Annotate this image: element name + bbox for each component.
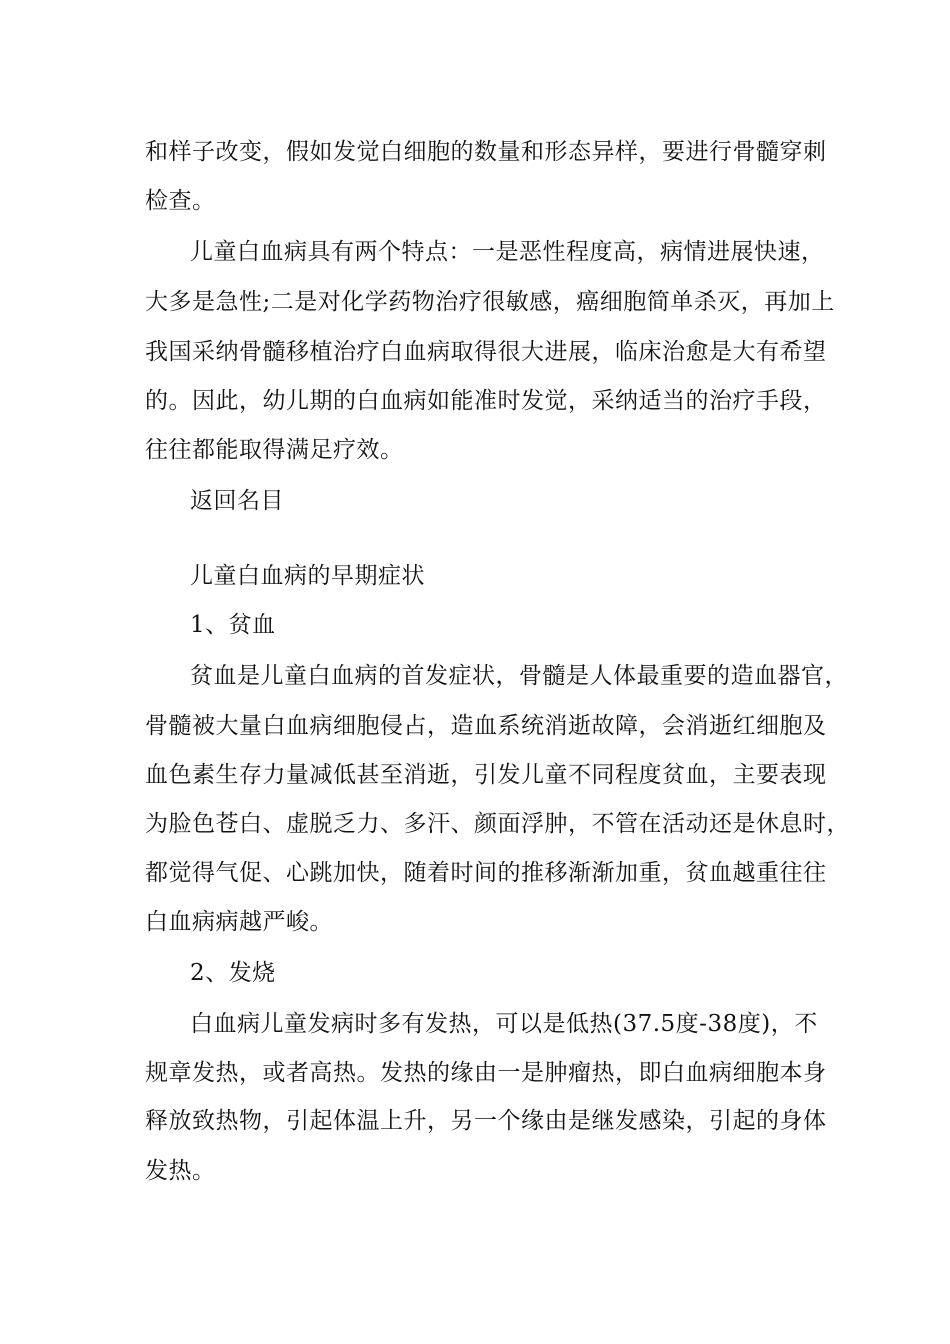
paragraph-4-line-4: 发热。	[145, 1158, 216, 1184]
paragraph-2-line-3: 我国采纳骨髓移植治疗白血病取得很大进展，临床治愈是大有希望	[145, 339, 827, 365]
paragraph-3-line-6: 白血病病越严峻。	[145, 909, 333, 935]
item-2-heading: 2、发烧	[190, 960, 276, 986]
paragraph-2-line-2: 大多是急性;二是对化学药物治疗很敏感，癌细胞简单杀灭，再加上	[145, 289, 835, 315]
paragraph-2-line-4: 的。因此，幼儿期的白血病如能准时发觉，采纳适当的治疗手段，	[145, 388, 827, 414]
paragraph-1-line-2: 检查。	[145, 188, 216, 214]
paragraph-4-line-3: 释放致热物，引起体温上升，另一个缘由是继发感染，引起的身体	[145, 1108, 827, 1134]
paragraph-3-line-4: 为脸色苍白、虚脱乏力、多汗、颜面浮肿，不管在活动还是休息时，	[145, 811, 850, 837]
paragraph-2-line-1: 儿童白血病具有两个特点：一是恶性程度高，病情进展快速，	[190, 239, 825, 265]
paragraph-3-line-1: 贫血是儿童白血病的首发症状，骨髓是人体最重要的造血器官，	[190, 663, 848, 689]
item-1-heading: 1、贫血	[190, 612, 276, 638]
paragraph-2-line-5: 往往都能取得满足疗效。	[145, 437, 404, 463]
paragraph-3-line-3: 血色素生存力量减低甚至消逝，引发儿童不同程度贫血，主要表现	[145, 762, 827, 788]
back-to-contents-link[interactable]: 返回名目	[190, 488, 284, 514]
section-title: 儿童白血病的早期症状	[190, 563, 425, 589]
paragraph-4-line-2: 规章发热，或者高热。发热的缘由一是肿瘤热，即白血病细胞本身	[145, 1060, 827, 1086]
paragraph-1-line-1: 和样子改变，假如发觉白细胞的数量和形态异样，要进行骨髓穿刺	[145, 139, 827, 165]
paragraph-4-line-1: 白血病儿童发病时多有发热，可以是低热(37.5度-38度)，不	[190, 1011, 818, 1037]
paragraph-3-line-5: 都觉得气促、心跳加快，随着时间的推移渐渐加重，贫血越重往往	[145, 860, 827, 886]
paragraph-3-line-2: 骨髓被大量白血病细胞侵占，造血系统消逝故障，会消逝红细胞及	[145, 713, 827, 739]
